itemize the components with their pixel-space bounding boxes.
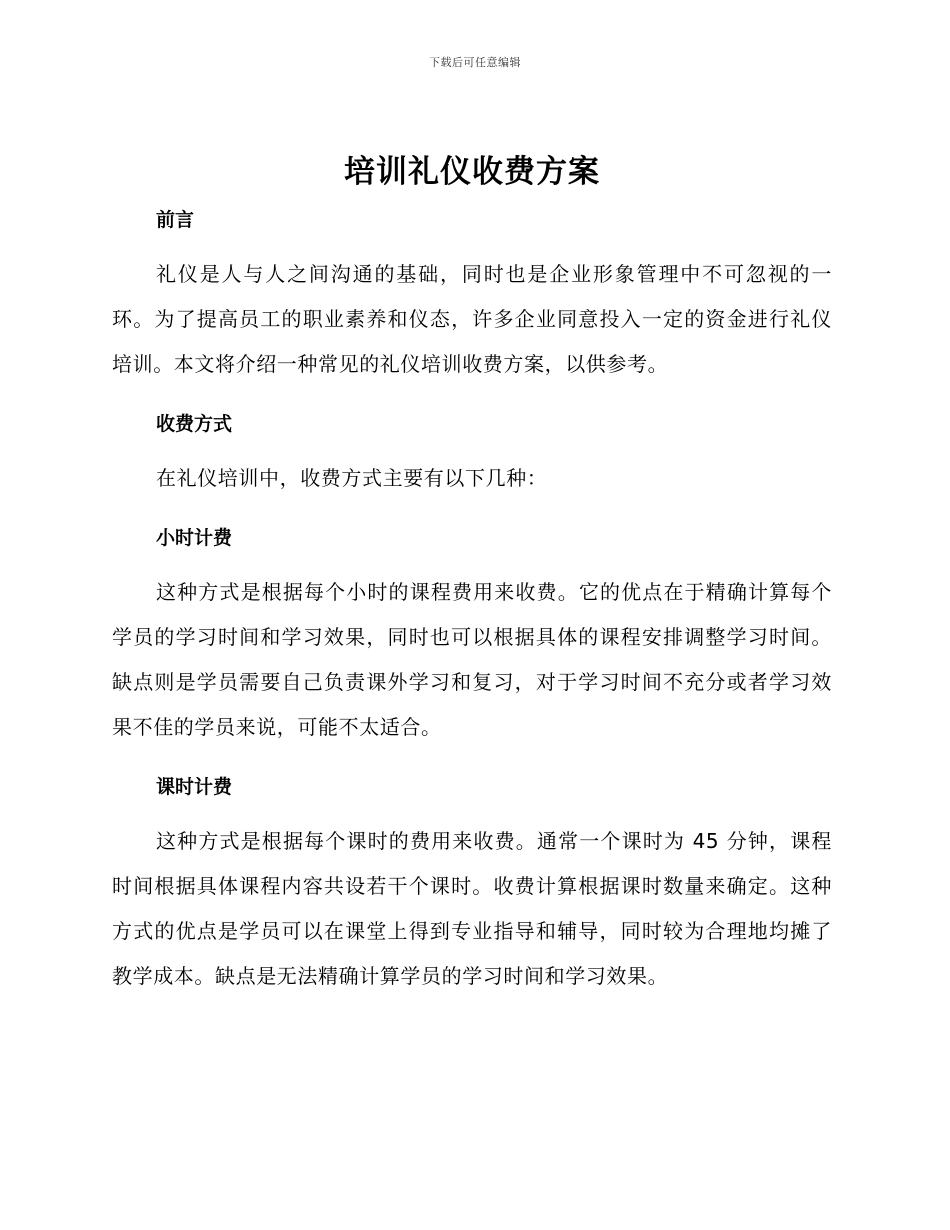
paragraph-per-class-billing: 这种方式是根据每个课时的费用来收费。通常一个课时为 45 分钟，课程时间根据具体课程内容共设若干个课时。收费计算根据课时数量来确定。这种方式的优点是学员可以在课堂上得到专业指导和辅导，同时较为合理地均摊了教学成本。缺点是无法精确计算学员的学习时间和学习效果。 <box>112 829 832 988</box>
document-title: 培训礼仪收费方案 <box>344 154 600 190</box>
page-header-note: 下载后可任意编辑 <box>429 56 521 69</box>
section-heading-hourly-billing: 小时计费 <box>156 527 233 549</box>
document-body <box>112 146 832 999</box>
section-heading-payment-methods: 收费方式 <box>156 413 233 435</box>
paragraph-hourly-billing: 这种方式是根据每个小时的课程费用来收费。它的优点在于精确计算每个学员的学习时间和学习效果，同时也可以根据具体的课程安排调整学习时间。缺点则是学员需要自己负责课外学习和复习，对于学习时间不充分或者学习效果不佳的学员来说，可能不太适合。 <box>112 580 832 739</box>
paragraph-payment-methods: 在礼仪培训中，收费方式主要有以下几种： <box>156 466 548 490</box>
section-heading-per-class-billing: 课时计费 <box>156 776 233 798</box>
paragraph-preface: 礼仪是人与人之间沟通的基础，同时也是企业形象管理中不可忽视的一环。为了提高员工的职业素养和仪态，许多企业同意投入一定的资金进行礼仪培训。本文将介绍一种常见的礼仪培训收费方案，以供参考。 <box>112 262 832 376</box>
section-heading-preface: 前言 <box>156 209 195 231</box>
